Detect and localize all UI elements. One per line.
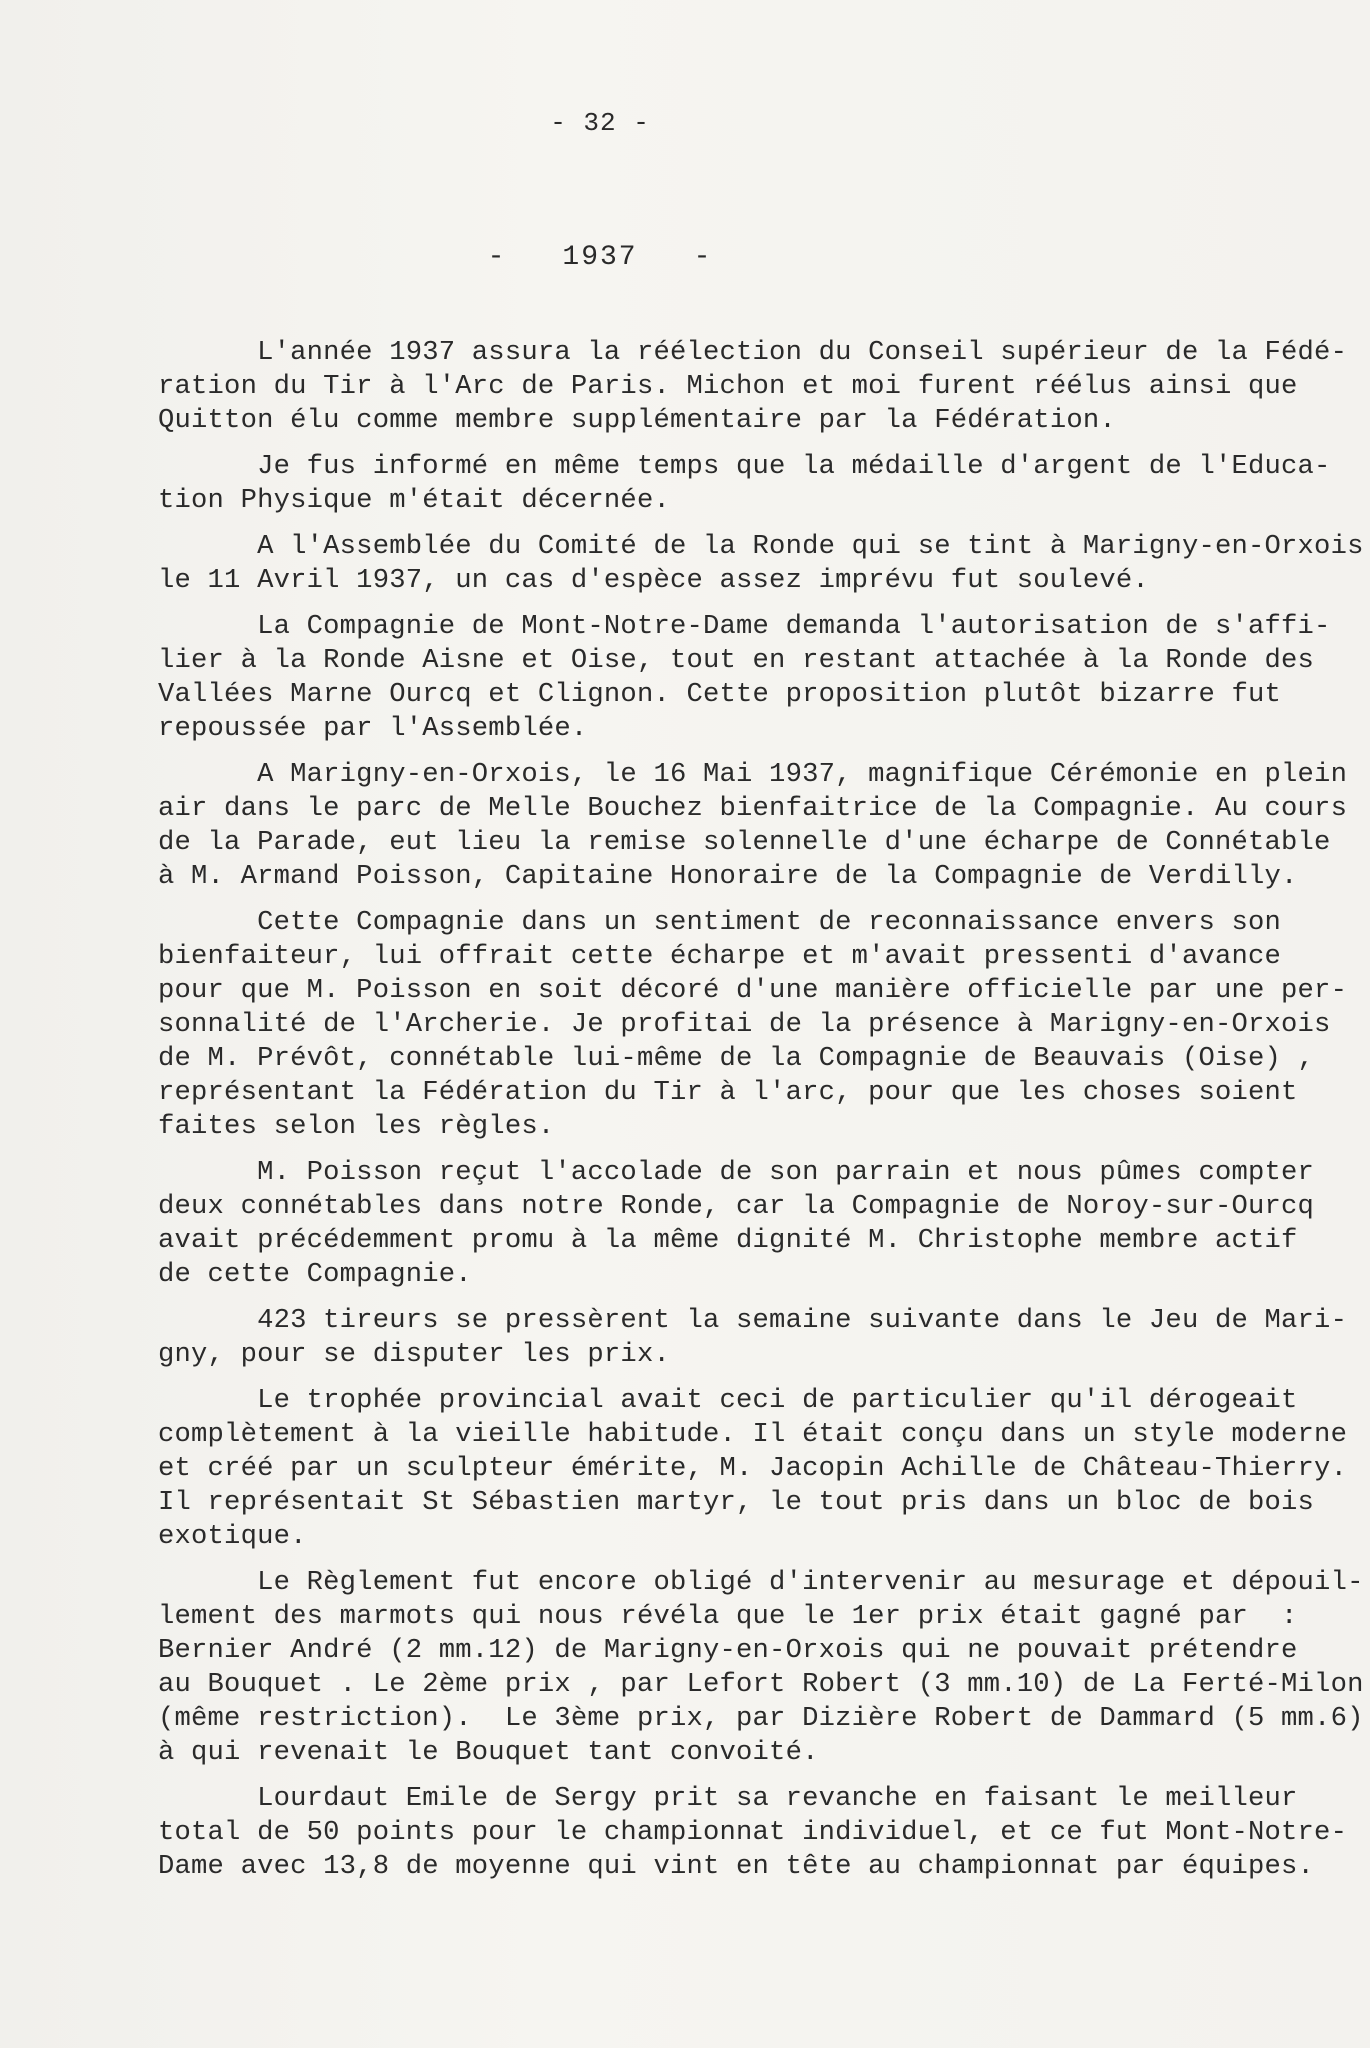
text-line: Bernier André (2 mm.12) de Marigny-en-Orxois qui ne pouvait prétendre [158, 1635, 1298, 1666]
text-line: Vallées Marne Ourcq et Clignon. Cette proposition plutôt bizarre fut [158, 679, 1282, 710]
text-line: au Bouquet . Le 2ème prix , par Lefort Robert (3 mm.10) de La Ferté-Milon [158, 1669, 1364, 1700]
text-line: La Compagnie de Mont-Notre-Dame demanda l'autorisation de s'affi- [158, 611, 1331, 642]
text-line: M. Poisson reçut l'accolade de son parrain et nous pûmes compter [158, 1157, 1315, 1188]
text-line: L'année 1937 assura la réélection du Conseil supérieur de la Fédé- [158, 337, 1348, 368]
paragraph [158, 610, 1358, 746]
text-line: le 11 Avril 1937, un cas d'espèce assez imprévu fut soulevé. [158, 565, 1149, 596]
paragraph [158, 336, 1358, 438]
text-line: 423 tireurs se pressèrent la semaine suivante dans le Jeu de Mari- [158, 1305, 1348, 1336]
paragraph [158, 1304, 1358, 1372]
text-line: lement des marmots qui nous révéla que le 1er prix était gagné par : [158, 1601, 1298, 1632]
text-line: et créé par un sculpteur émérite, M. Jacopin Achille de Château-Thierry. [158, 1453, 1348, 1484]
text-line: avait précédemment promu à la même dignité M. Christophe membre actif [158, 1225, 1298, 1256]
paragraph [158, 450, 1358, 518]
page-number: - 32 - [550, 108, 650, 138]
text-line: faites selon les règles. [158, 1111, 555, 1142]
text-line: (même restriction). Le 3ème prix, par Dizière Robert de Dammard (5 mm.6) [158, 1703, 1364, 1734]
text-line: tion Physique m'était décernée. [158, 485, 670, 516]
text-line: de cette Compagnie. [158, 1259, 472, 1290]
heading-year: 1937 [562, 242, 638, 273]
text-line: A l'Assemblée du Comité de la Ronde qui se tint à Marigny-en-Orxois [158, 531, 1364, 562]
text-line: de la Parade, eut lieu la remise solennelle d'une écharpe de Connétable [158, 827, 1331, 858]
text-line: ration du Tir à l'Arc de Paris. Michon et moi furent réélus ainsi que [158, 371, 1298, 402]
text-line: Le Règlement fut encore obligé d'intervenir au mesurage et dépouil- [158, 1567, 1364, 1598]
text-line: Lourdaut Emile de Sergy prit sa revanche en faisant le meilleur [158, 1783, 1298, 1814]
paragraph [158, 906, 1358, 1144]
text-line: à qui revenait le Bouquet tant convoité. [158, 1737, 819, 1768]
paragraph [158, 1782, 1358, 1884]
text-line: lier à la Ronde Aisne et Oise, tout en restant attachée à la Ronde des [158, 645, 1315, 676]
text-line: exotique. [158, 1521, 307, 1552]
heading-dash-left: - [487, 242, 507, 273]
text-line: total de 50 points pour le championnat individuel, et ce fut Mont-Notre- [158, 1817, 1348, 1848]
paragraph [158, 530, 1364, 598]
paragraph [158, 758, 1358, 894]
section-heading [0, 242, 1200, 273]
text-line: gny, pour se disputer les prix. [158, 1339, 670, 1370]
text-line: de M. Prévôt, connétable lui-même de la Compagnie de Beauvais (Oise) , [158, 1043, 1315, 1074]
paragraph [158, 1384, 1358, 1554]
text-line: Dame avec 13,8 de moyenne qui vint en tête au championnat par équipes. [158, 1851, 1315, 1882]
text-line: pour que M. Poisson en soit décoré d'une manière officielle par une per- [158, 975, 1348, 1006]
paragraph [158, 1566, 1364, 1770]
text-line: Quitton élu comme membre supplémentaire par la Fédération. [158, 405, 1116, 436]
text-line: sonnalité de l'Archerie. Je profitai de la présence à Marigny-en-Orxois [158, 1009, 1331, 1040]
text-line: Il représentait St Sébastien martyr, le tout pris dans un bloc de bois [158, 1487, 1315, 1518]
text-line: deux connétables dans notre Ronde, car la Compagnie de Noroy-sur-Ourcq [158, 1191, 1315, 1222]
text-line: Le trophée provincial avait ceci de particulier qu'il dérogeait [158, 1385, 1298, 1416]
body-text [158, 336, 1364, 1896]
text-line: A Marigny-en-Orxois, le 16 Mai 1937, magnifique Cérémonie en plein [158, 759, 1348, 790]
text-line: air dans le parc de Melle Bouchez bienfaitrice de la Compagnie. Au cours [158, 793, 1348, 824]
text-line: représentant la Fédération du Tir à l'arc, pour que les choses soient [158, 1077, 1298, 1108]
text-line: repoussée par l'Assemblée. [158, 713, 588, 744]
text-line: bienfaiteur, lui offrait cette écharpe et m'avait pressenti d'avance [158, 941, 1282, 972]
paragraph [158, 1156, 1358, 1292]
text-line: Je fus informé en même temps que la médaille d'argent de l'Educa- [158, 451, 1331, 482]
text-line: Cette Compagnie dans un sentiment de reconnaissance envers son [158, 907, 1282, 938]
text-line: complètement à la vieille habitude. Il était conçu dans un style moderne [158, 1419, 1348, 1450]
heading-dash-right: - [693, 242, 713, 273]
text-line: à M. Armand Poisson, Capitaine Honoraire de la Compagnie de Verdilly. [158, 861, 1298, 892]
